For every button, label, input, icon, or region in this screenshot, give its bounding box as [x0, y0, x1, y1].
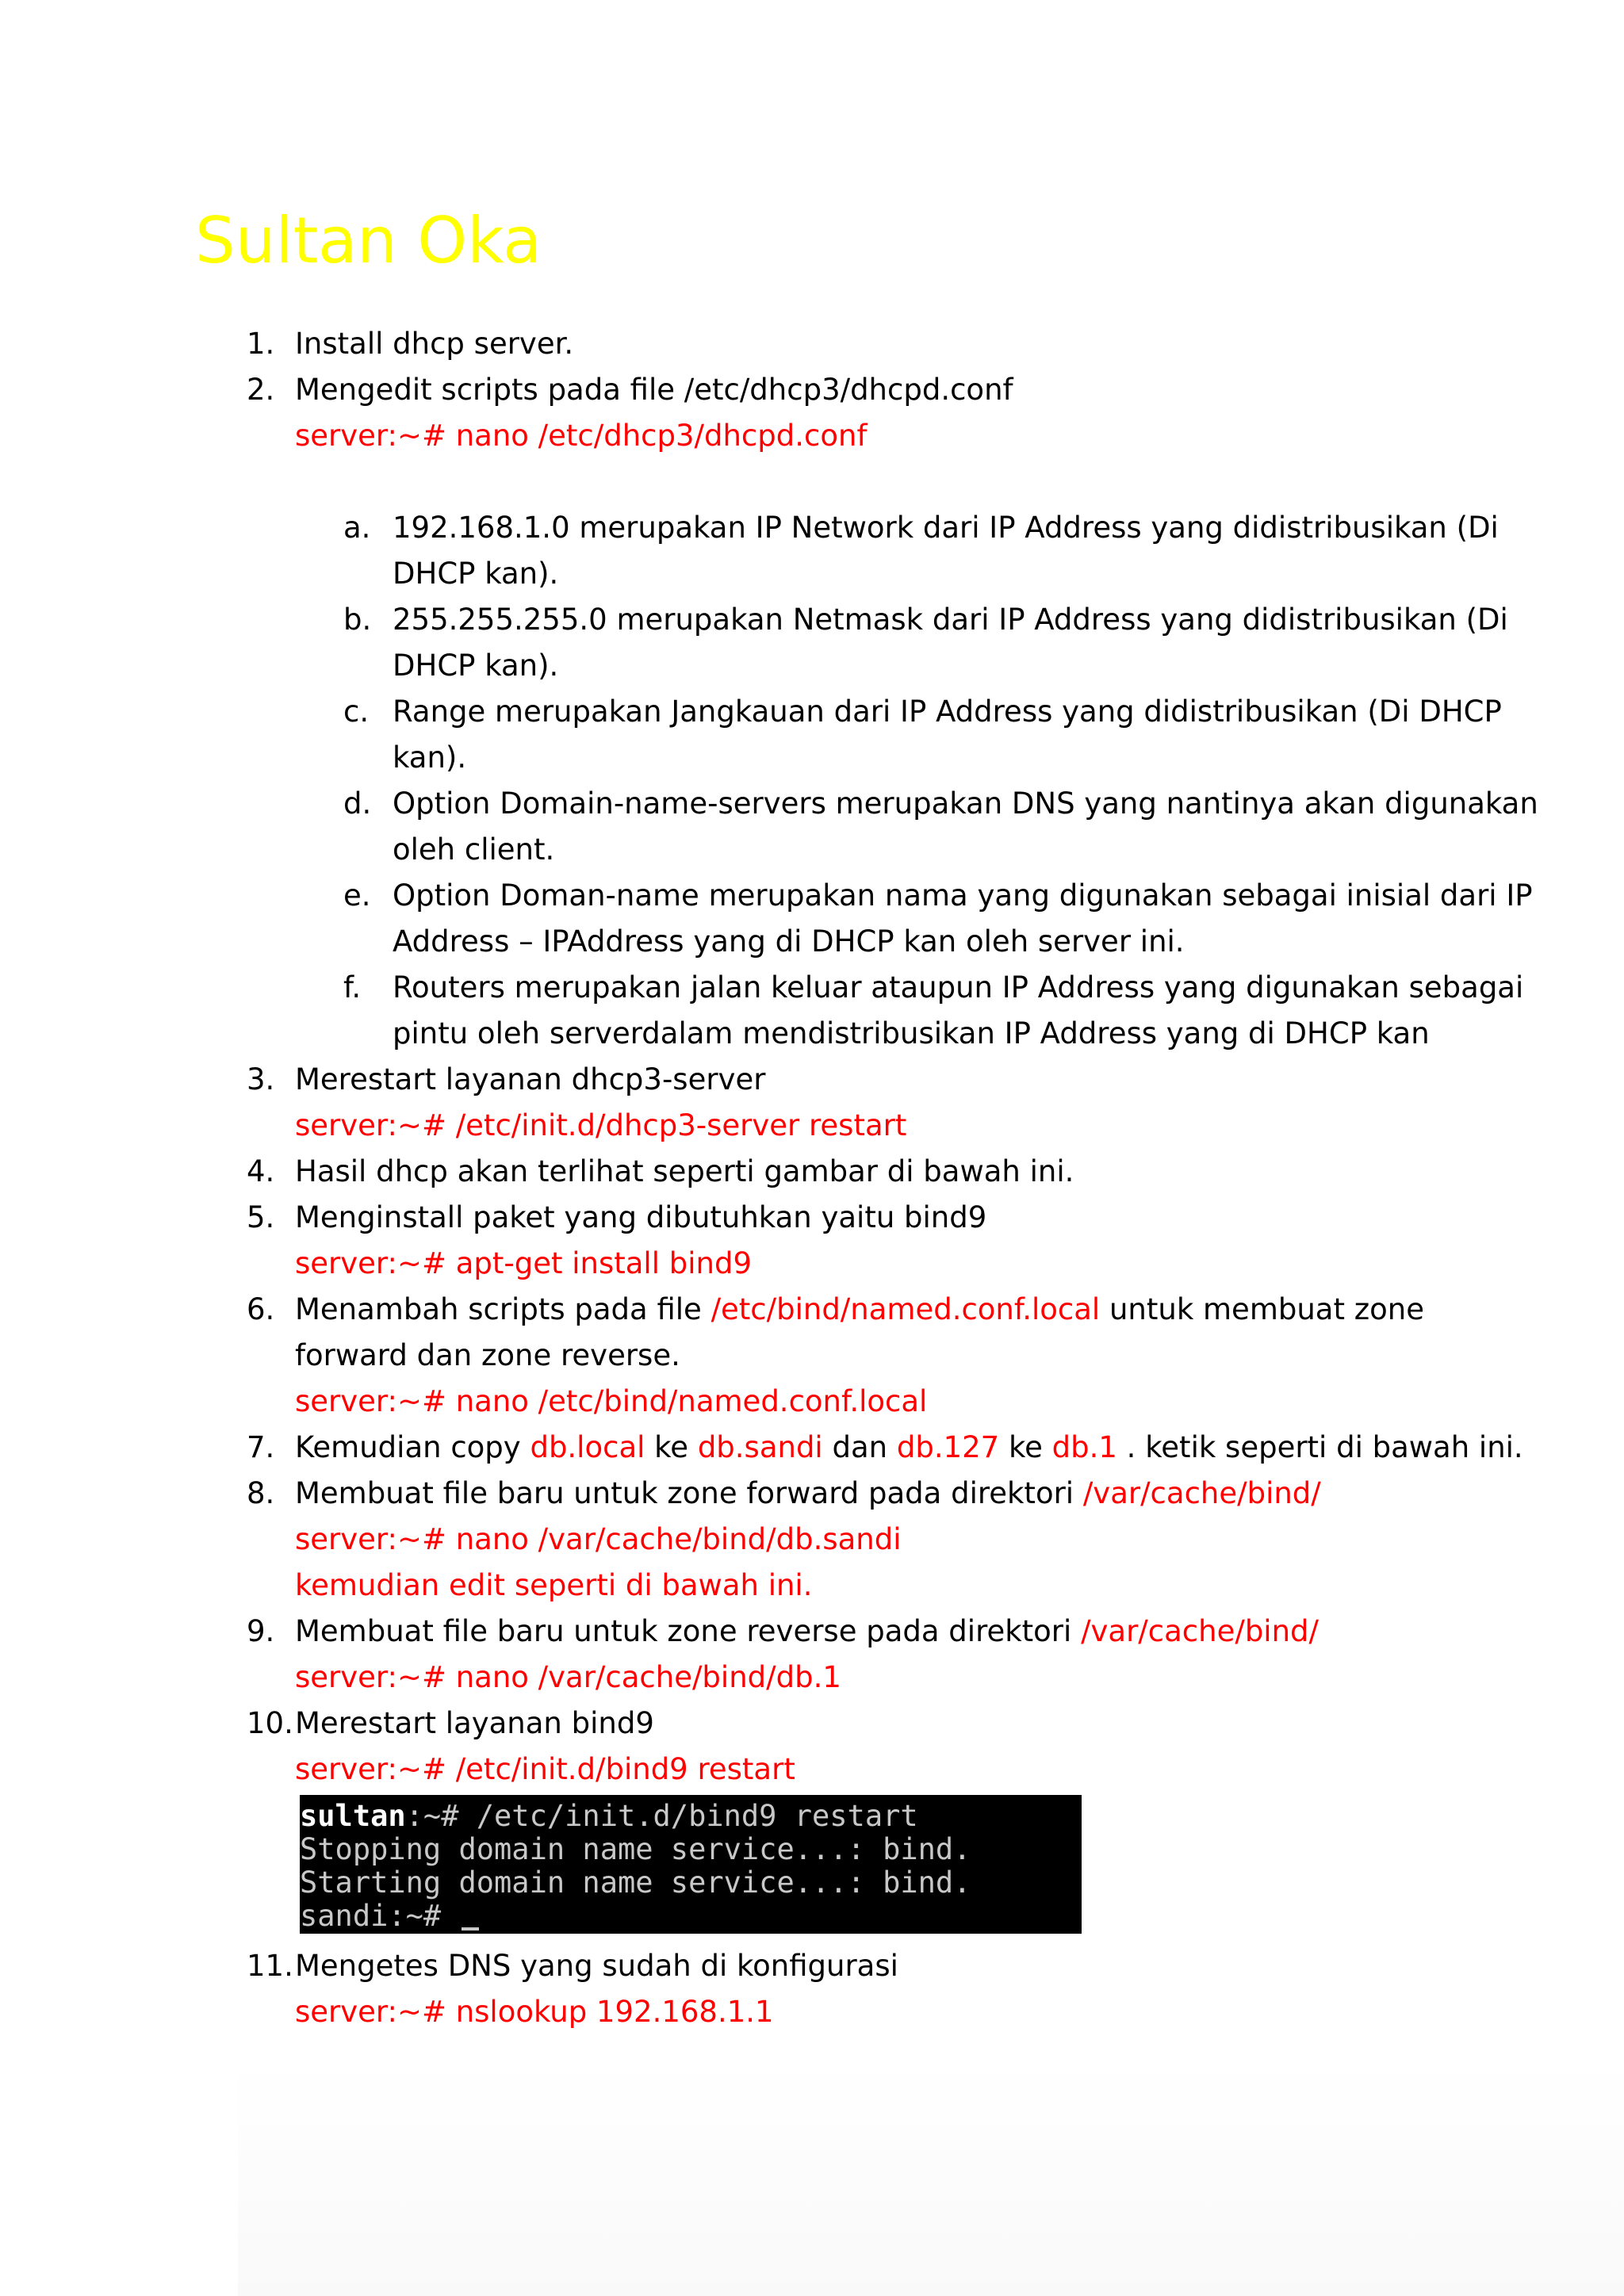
sub-list-text: oleh client.: [393, 832, 555, 867]
list-number: 9.: [247, 1614, 275, 1648]
sub-list-text: Option Domain-name-servers merupakan DNS yang nantinya akan digunakan: [393, 786, 1538, 821]
terminal-prompt: sandi:~#: [300, 1899, 459, 1933]
list-number: 1.: [247, 327, 275, 361]
list-number: 11.: [247, 1949, 293, 1983]
file-path: /var/cache/bind/: [1082, 1476, 1321, 1510]
sub-list-text: pintu oleh serverdalam mendistribusikan IP Address yang di DHCP kan: [393, 1016, 1430, 1050]
list-item-text: Merestart layanan dhcp3-server: [295, 1062, 766, 1096]
command-note: kemudian edit seperti di bawah ini.: [295, 1568, 813, 1602]
list-item-text: forward dan zone reverse.: [295, 1338, 680, 1372]
text-segment: ke: [645, 1430, 698, 1464]
list-number: 8.: [247, 1476, 275, 1510]
text-segment: ke: [999, 1430, 1052, 1464]
list-number: 4.: [247, 1154, 275, 1188]
sub-list-letter: f.: [343, 970, 362, 1004]
sub-list-text: 255.255.255.0 merupakan Netmask dari IP Address yang didistribusikan (Di: [393, 603, 1508, 637]
page-shadow: [238, 2061, 1624, 2296]
sub-list-text: Address – IPAddress yang di DHCP kan oleh server ini.: [393, 924, 1185, 959]
sub-list-letter: e.: [343, 878, 371, 913]
list-number: 6.: [247, 1292, 275, 1326]
list-item-text: Merestart layanan bind9: [295, 1706, 654, 1740]
list-item-text: Hasil dhcp akan terlihat seperti gambar di bawah ini.: [295, 1154, 1074, 1188]
list-number: 2.: [247, 373, 275, 407]
sub-list-text: kan).: [393, 740, 467, 775]
list-item-text: Mengedit scripts pada file /etc/dhcp3/dhcpd.conf: [295, 373, 1013, 407]
command-line: server:~# nano /etc/bind/named.conf.local: [295, 1384, 928, 1418]
file-name: db.local: [530, 1430, 645, 1464]
terminal-line: [300, 1800, 1082, 1833]
text-segment: dan: [822, 1430, 897, 1464]
text-segment: Kemudian copy: [295, 1430, 530, 1464]
list-number: 7.: [247, 1430, 275, 1464]
terminal-screenshot: [300, 1795, 1082, 1934]
command-line: server:~# /etc/init.d/bind9 restart: [295, 1752, 795, 1786]
list-item-text: [295, 1287, 1424, 1333]
list-item-text: Menginstall paket yang dibutuhkan yaitu bind9: [295, 1200, 987, 1234]
terminal-hostname: sultan: [300, 1799, 406, 1833]
list-item-text: Install dhcp server.: [295, 327, 574, 361]
file-name: db.127: [896, 1430, 1000, 1464]
terminal-line: [300, 1900, 1082, 1933]
sub-list-letter: b.: [343, 603, 372, 637]
list-number: 5.: [247, 1200, 275, 1234]
list-number: 10.: [247, 1706, 293, 1740]
command-line: server:~# nano /etc/dhcp3/dhcpd.conf: [295, 419, 868, 453]
text-segment: Membuat file baru untuk zone reverse pada direktori: [295, 1614, 1082, 1648]
terminal-command: :~# /etc/init.d/bind9 restart: [405, 1799, 918, 1833]
sub-list-letter: a.: [343, 511, 371, 545]
command-line: server:~# nano /var/cache/bind/db.1: [295, 1660, 841, 1694]
list-item-text: [295, 1609, 1319, 1655]
command-line: server:~# apt-get install bind9: [295, 1246, 752, 1280]
file-path: /var/cache/bind/: [1081, 1614, 1319, 1648]
document-title: Sultan Oka: [195, 204, 542, 277]
sub-list-text: Option Doman-name merupakan nama yang digunakan sebagai inisial dari IP: [393, 878, 1533, 913]
list-item-text: [295, 1425, 1523, 1471]
sub-list-text: Range merupakan Jangkauan dari IP Address yang didistribusikan (Di DHCP: [393, 695, 1502, 729]
list-number: 3.: [247, 1062, 275, 1096]
list-item-text: [295, 1471, 1321, 1517]
list-item-text: Mengetes DNS yang sudah di konfigurasi: [295, 1949, 898, 1983]
file-name: db.sandi: [697, 1430, 823, 1464]
sub-list-text: DHCP kan).: [393, 557, 559, 591]
terminal-line: Starting domain name service...: bind.: [300, 1866, 971, 1900]
command-line: server:~# nano /var/cache/bind/db.sandi: [295, 1522, 902, 1556]
sub-list-text: 192.168.1.0 merupakan IP Network dari IP Address yang didistribusikan (Di: [393, 511, 1499, 545]
text-segment: Menambah scripts pada file: [295, 1292, 711, 1326]
terminal-cursor: [462, 1927, 479, 1931]
command-line: server:~# nslookup 192.168.1.1: [295, 1995, 774, 2029]
sub-list-text: DHCP kan).: [393, 649, 559, 683]
file-path: /etc/bind/named.conf.local: [710, 1292, 1101, 1326]
file-name: db.1: [1051, 1430, 1117, 1464]
terminal-line: Stopping domain name service...: bind.: [300, 1832, 971, 1866]
text-segment: Membuat file baru untuk zone forward pada direktori: [295, 1476, 1083, 1510]
sub-list-letter: c.: [343, 695, 370, 729]
sub-list-letter: d.: [343, 786, 372, 821]
command-line: server:~# /etc/init.d/dhcp3-server restart: [295, 1108, 907, 1142]
sub-list-text: Routers merupakan jalan keluar ataupun IP Address yang digunakan sebagai: [393, 970, 1524, 1004]
text-segment: . ketik seperti di bawah ini.: [1116, 1430, 1523, 1464]
text-segment: untuk membuat zone: [1100, 1292, 1425, 1326]
